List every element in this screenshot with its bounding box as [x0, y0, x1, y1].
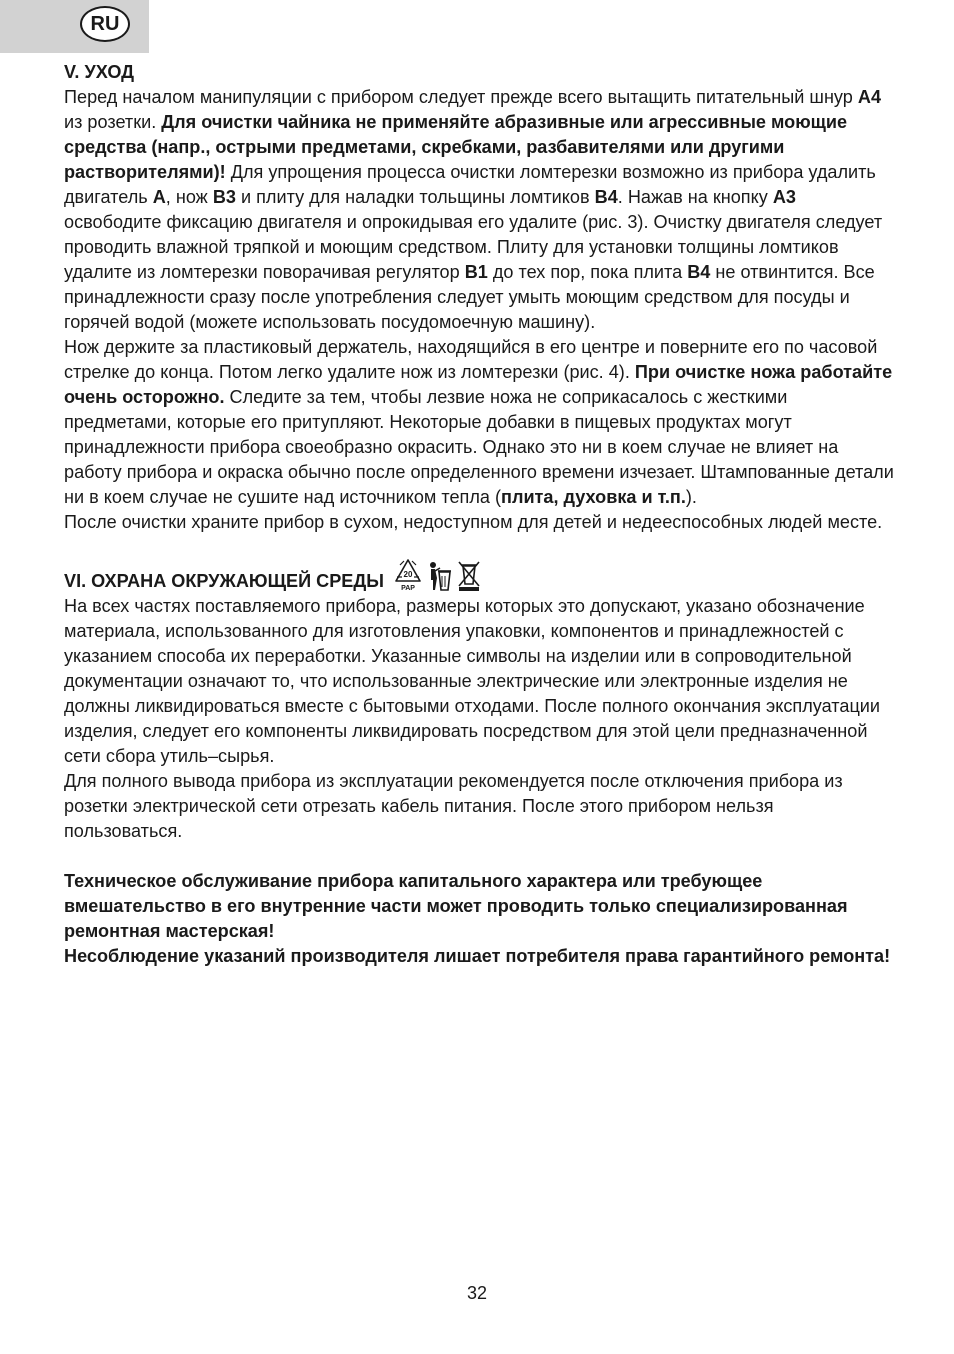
env-paragraph-2: Для полного вывода прибора из эксплуатации рекомендуется после отключения прибора из розетки электрической сети отрезать кабель питания. После этого прибором нельзя пользоваться.	[64, 771, 843, 841]
svg-text:20: 20	[403, 570, 413, 579]
env-icons	[394, 558, 482, 592]
env-paragraph-1: На всех частях поставляемого прибора, размеры которых это допускают, указано обозначение материала, использованного для изготовления упаковки, компонентов и принадлежностей с указанием способа их переработки. Указанные символы на изделии или в сопроводительной документации означают то, что использованные электрические или электронные изделия не должны ликвидироваться вместе с бытовыми отходами. После полного окончания эксплуатации изделия, следует его компоненты ликвидировать посредством для этой цели предназначенной сети сбора утиль–сырья.	[64, 596, 881, 766]
care-paragraph-1: Перед началом манипуляции с прибором следует прежде всего вытащить питательный шнур A4 из розетки. Для очистки чайника не применяйте абразивные или агрессивные моющие средства (напр., острыми предметами, скребками, разбавителями или другими растворителями)! Для упрощения процесса очистки ломтерезки возможно из прибора удалить двигатель A, нож B3 и плиту для наладки тольщины ломтиков B4. Нажав на кнопку A3 освободите фиксацию двигателя и опрокидывая его удалите (рис. 3). Очистку двигателя следует проводить влажной тряпкой и моющим средством. Плиту для установки толщины ломтиков удалите из ломтерезки поворачивая регулятор B1 до тех пор, пока плита B4 не отвинтится. Все принадлежности сразу после употребления следует умыть моющим средством для посуды и горячей водой (можете использовать посудомоечную машину).	[64, 87, 883, 332]
care-paragraph-2: Нож держите за пластиковый держатель, находящийся в его центре и поверните его по часовой стрелке до конца. Потом легко удалите нож из ломтерезки (рис. 4). При очистке ножа работайте очень осторожно. Следите за тем, чтобы лезвие ножа не соприкасалось с жесткими предметами, которые его притупляют. Некоторые добавки в пищевых продуктах могут принадлежности прибора своеобразно окрасить. Однако это ни в коем случае не влияет на работу прибора и окраска обычно после определенного времени изчезает. Штампованные детали ни в коем случае не сушите над источником тепла (плита, духовка и т.п.).	[64, 337, 894, 507]
language-tab	[0, 0, 149, 53]
svg-text:PAP: PAP	[401, 585, 415, 592]
recycle-pap-20-icon	[394, 558, 422, 592]
tidyman-bin-icon	[426, 560, 452, 592]
page-number: 32	[466, 1283, 488, 1303]
env-heading-row	[64, 560, 894, 594]
crossed-bin-icon	[456, 560, 482, 592]
section-title-care: V. УХОД	[64, 62, 135, 82]
language-badge: RU	[80, 6, 130, 42]
care-paragraph-3: После очистки храните прибор в сухом, недоступном для детей и недееспособных людей месте.	[64, 512, 883, 532]
spacer	[64, 844, 894, 869]
warranty-notice: Несоблюдение указаний производителя лишает потребителя права гарантийного ремонта!	[64, 946, 891, 966]
section-title-environment: VI. ОХРАНА ОКРУЖАЮЩЕЙ СРЕДЫ	[64, 571, 384, 591]
service-notice: Техническое обслуживание прибора капитального характера или требующее вмешательство в его внутренние части может проводить только специализированная ремонтная мастерская!	[64, 871, 848, 941]
page-content	[64, 60, 894, 969]
